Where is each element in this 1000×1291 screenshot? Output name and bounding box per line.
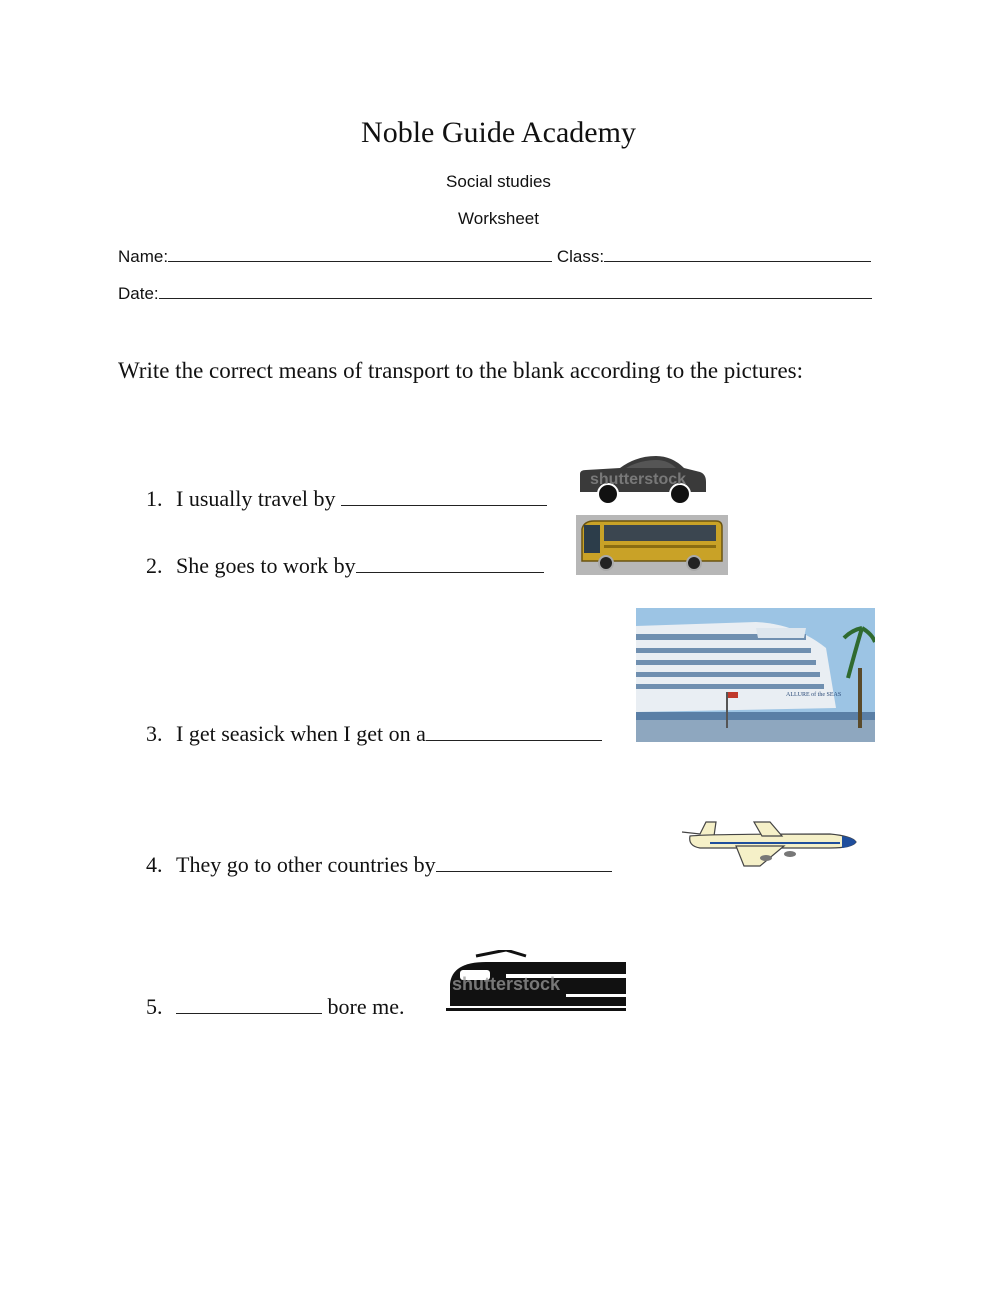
question-number: 2.	[146, 553, 163, 578]
question-text: They go to other countries by	[176, 852, 436, 877]
train-image	[446, 950, 626, 1016]
question-number: 3.	[146, 721, 163, 746]
class-label: Class:	[556, 247, 605, 266]
name-class-row	[118, 247, 871, 267]
class-field[interactable]	[604, 247, 871, 262]
question-number: 5.	[146, 994, 163, 1019]
car-image	[576, 452, 708, 506]
subject-label: Social studies	[446, 172, 551, 191]
airplane-image	[670, 812, 860, 872]
question-4	[146, 852, 612, 878]
answer-blank-1[interactable]	[341, 487, 547, 506]
answer-blank-3[interactable]	[426, 722, 602, 741]
date-row	[118, 284, 872, 304]
ship-name-text: ALLURE of the SEAS	[786, 692, 842, 698]
train-watermark: shutterstock	[452, 974, 561, 994]
ship-image	[636, 608, 875, 742]
bus-image	[576, 515, 728, 575]
name-field[interactable]	[168, 247, 552, 262]
question-text: I get seasick when I get on a	[176, 721, 426, 746]
question-1	[146, 486, 547, 512]
question-text: She goes to work by	[176, 553, 356, 578]
instruction-text: Write the correct means of transport to the blank according to the pictures:	[118, 358, 803, 383]
question-5	[146, 994, 404, 1020]
question-number: 1.	[146, 486, 163, 511]
answer-blank-2[interactable]	[356, 554, 544, 573]
worksheet-label: Worksheet	[458, 209, 539, 228]
name-label: Name:	[118, 247, 169, 266]
question-text: bore me.	[322, 994, 405, 1019]
question-3	[146, 721, 602, 747]
car-watermark: shutterstock	[590, 471, 687, 488]
question-2	[146, 553, 544, 579]
answer-blank-5[interactable]	[176, 995, 322, 1014]
question-text: I usually travel by	[176, 486, 341, 511]
date-label: Date:	[118, 284, 159, 303]
question-number: 4.	[146, 852, 163, 877]
school-title: Noble Guide Academy	[361, 116, 636, 149]
date-field[interactable]	[159, 284, 872, 299]
answer-blank-4[interactable]	[436, 853, 612, 872]
